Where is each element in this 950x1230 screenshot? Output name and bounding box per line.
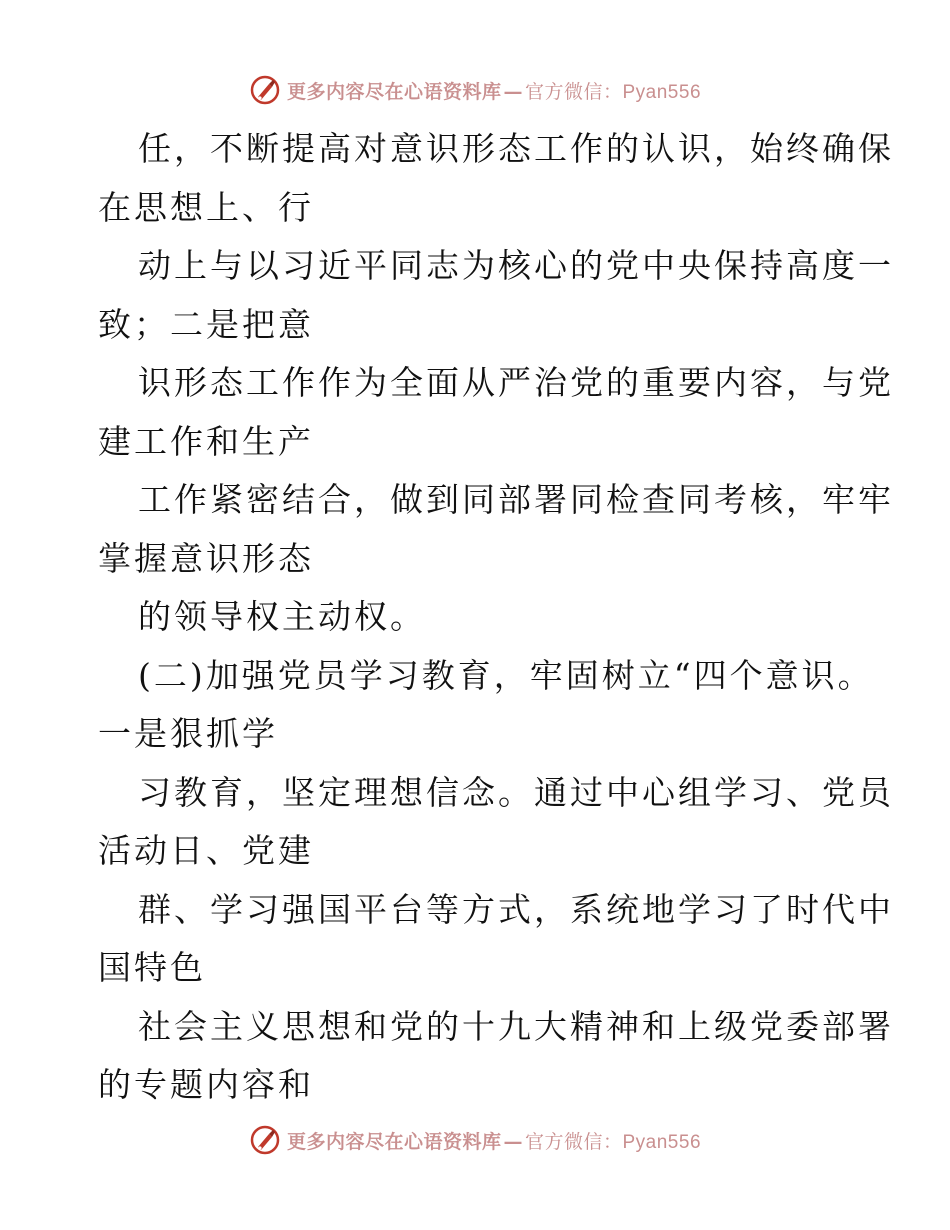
footer-banner-text (287, 1127, 701, 1154)
footer-dash: — (503, 1130, 523, 1153)
footer-site-text: 更多内容尽在心语资料库 (286, 1130, 502, 1153)
header-site-text: 更多内容尽在心语资料库 (286, 80, 502, 103)
pen-nib-logo-icon (249, 1124, 281, 1156)
body-line: 活动日、党建 (98, 831, 314, 870)
body-line: 的专题内容和 (98, 1065, 314, 1104)
body-line: 的领导权主动权。 (138, 597, 426, 636)
header-wechat-text: 官方微信：Pyan556 (525, 81, 702, 103)
body-line: 致；二是把意 (98, 304, 314, 344)
footer-wechat-text: 官方微信：Pyan556 (525, 1131, 702, 1153)
body-line: 社会主义思想和党的十九大精神和上级党委部署 (138, 1006, 894, 1046)
body-line: (二)加强党员学习教育，牢固树立“四个意识。 (138, 655, 874, 695)
body-line: 任，不断提高对意识形态工作的认识，始终确保 (138, 129, 894, 168)
body-line: 群、学习强国平台等方式，系统地学习了时代中 (138, 889, 894, 929)
header-dash: — (503, 80, 523, 103)
header-banner-text (287, 77, 701, 104)
body-line: 一是狠抓学 (98, 714, 278, 753)
body-line: 识形态工作作为全面从严治党的重要内容，与党 (138, 363, 894, 402)
header-banner (0, 70, 950, 110)
body-line: 掌握意识形态 (98, 538, 314, 578)
body-line: 工作紧密结合，做到同部署同检查同考核，牢牢 (138, 480, 894, 519)
body-line: 建工作和生产 (98, 421, 314, 461)
pen-nib-logo-icon (249, 74, 281, 106)
footer-banner (0, 1120, 950, 1160)
document-body (98, 120, 894, 1115)
body-line: 在思想上、行 (98, 187, 314, 227)
body-line: 动上与以习近平同志为核心的党中央保持高度一 (138, 246, 894, 285)
body-line: 国特色 (98, 948, 206, 987)
body-line: 习教育，坚定理想信念。通过中心组学习、党员 (138, 772, 894, 812)
